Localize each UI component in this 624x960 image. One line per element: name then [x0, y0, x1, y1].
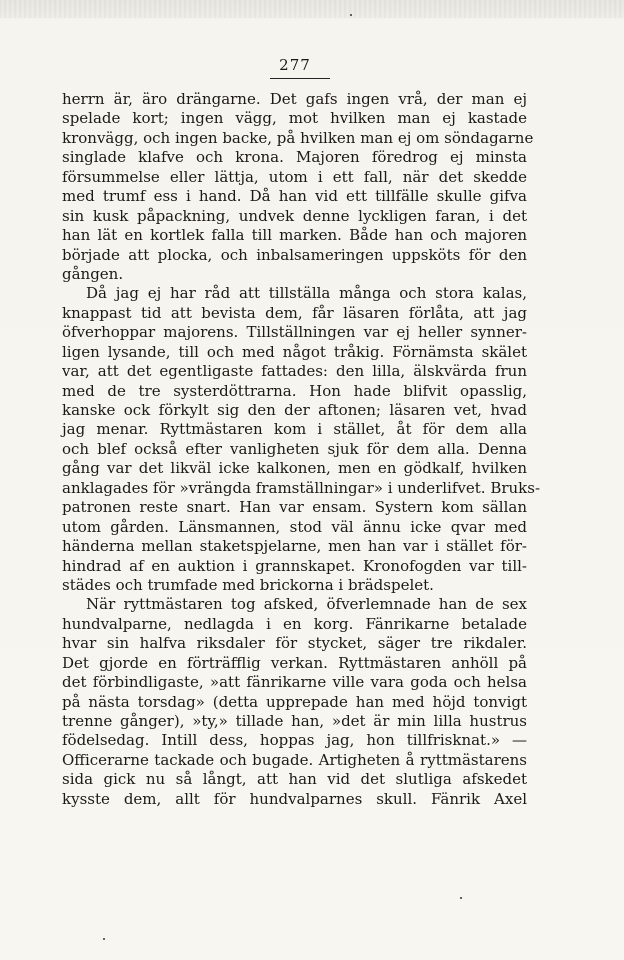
text-line: gång var det likväl icke kalkonen, men en gödkalf, hvilken	[62, 459, 527, 478]
text-line: händerna mellan staketspjelarne, men han var i stället för-	[62, 537, 527, 556]
paragraph-start-line: Då jag ej har råd att tillställa många och stora kalas,	[86, 284, 527, 303]
text-line: kysste dem, allt för hundvalparnes skull. Fänrik Axel	[62, 789, 527, 808]
text-line: sida gick nu så långt, att han vid det slutliga afskedet	[62, 770, 527, 789]
text-line: sin kusk påpackning, undvek denne lyckligen faran, i det	[62, 206, 527, 225]
text-line: utom gården. Länsmannen, stod väl ännu icke qvar med	[62, 517, 527, 536]
paragraph-start-line: När ryttmästaren tog afsked, öfverlemnade han de sex	[86, 595, 527, 614]
ink-speck	[350, 14, 352, 16]
text-line: och blef också efter vanligheten sjuk för dem alla. Denna	[62, 439, 527, 458]
text-line: trenne gånger), »ty,» tillade han, »det är min lilla hustrus	[62, 712, 527, 730]
text-line: kanske ock förkylt sig den der aftonen; läsaren vet, hvad	[62, 401, 527, 419]
ink-speck	[103, 938, 105, 940]
text-line: anklagades för »vrängda framställningar» i underlifvet. Bruks-	[62, 478, 541, 497]
scan-edge-texture	[0, 0, 624, 18]
text-line: spelade kort; ingen vägg, mot hvilken man ej kastade	[62, 109, 527, 128]
text-line: patronen reste snart. Han var ensam. Systern kom sällan	[62, 498, 527, 517]
page-number: 277	[279, 56, 311, 74]
page-number-rule	[270, 78, 330, 79]
text-line: gången.	[62, 264, 124, 283]
text-line: Det gjorde en förträfflig verkan. Ryttmästaren anhöll på	[62, 653, 527, 672]
text-line: hindrad af en auktion i grannskapet. Kronofogden var till-	[62, 556, 527, 575]
text-line: hvar sin halfva riksdaler för stycket, säger tre rikdaler.	[62, 634, 527, 653]
text-line: försummelse eller lättja, utom i ett fall, när det skedde	[62, 167, 527, 186]
text-line: singlade klafve och krona. Majoren föredrog ej minsta	[62, 148, 527, 167]
text-line: jag menar. Ryttmästaren kom i stället, åt för dem alla	[62, 420, 527, 439]
text-line: kronvägg, och ingen backe, på hvilken man ej om söndagarne	[62, 128, 534, 147]
text-line: hundvalparne, nedlagda i en korg. Fänrikarne betalade	[62, 614, 527, 633]
text-line: födelsedag. Intill dess, hoppas jag, hon tillfrisknat.» —	[62, 731, 527, 750]
text-line: med de tre systerdöttrarna. Hon hade blifvit opasslig,	[62, 381, 527, 400]
text-line: ligen lysande, till och med något tråkig. Förnämsta skälet	[62, 342, 527, 361]
text-line: det förbindligaste, »att fänrikarne ville vara goda och helsa	[62, 673, 527, 692]
body-text	[62, 90, 541, 809]
text-line: han lät en kortlek falla till marken. Både han och majoren	[62, 226, 527, 245]
text-line: var, att det egentligaste fattades: den lilla, älskvärda frun	[62, 362, 527, 381]
text-line: med trumf ess i hand. Då han vid ett tillfälle skulle gifva	[62, 187, 527, 206]
text-line: öfverhoppar majorens. Tillställningen var ej heller synner-	[62, 323, 527, 342]
ink-speck	[460, 897, 462, 899]
text-line: började att plocka, och inbalsameringen uppsköts för den	[62, 245, 527, 264]
text-line: knappast tid att bevista dem, får läsaren förlåta, att jag	[62, 303, 527, 322]
text-line: på nästa torsdag» (detta upprepade han med höjd tonvigt	[62, 692, 527, 711]
text-line: städes och trumfade med brickorna i brädspelet.	[62, 575, 434, 594]
text-line: herrn är, äro drängarne. Det gafs ingen vrå, der man ej	[62, 90, 527, 108]
text-line: Officerarne tackade och bugade. Artigheten å ryttmästarens	[62, 750, 527, 769]
